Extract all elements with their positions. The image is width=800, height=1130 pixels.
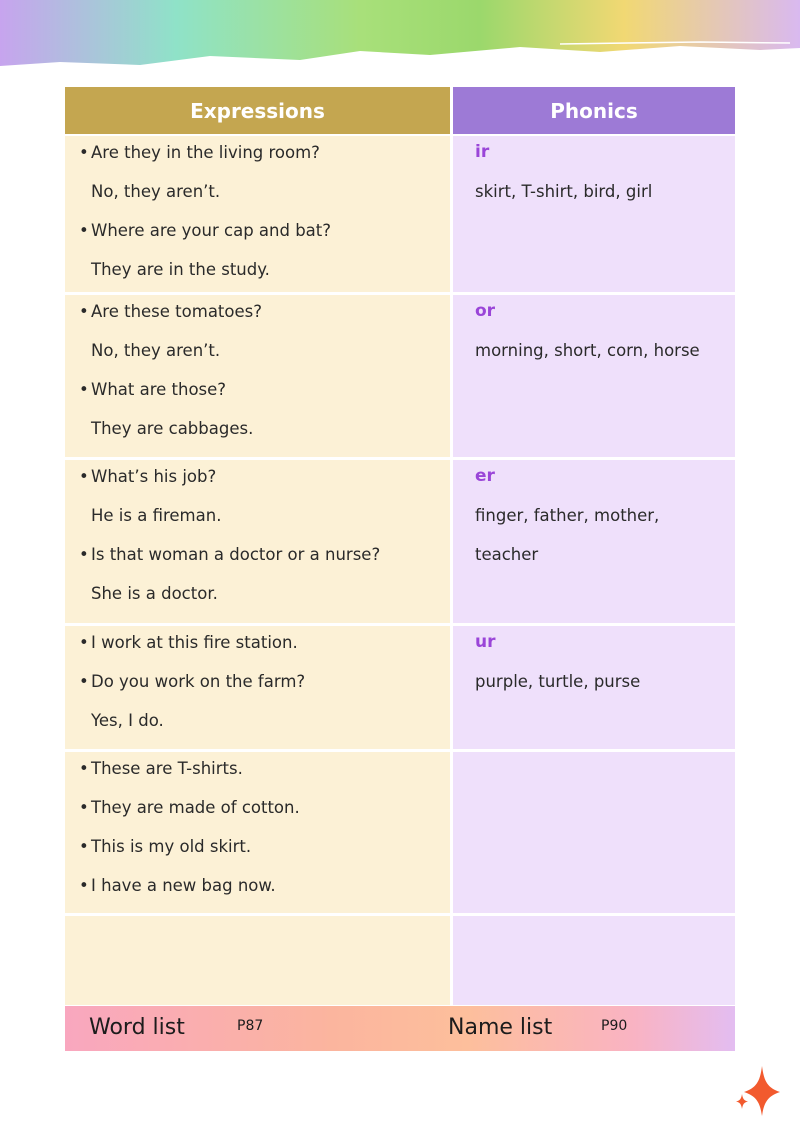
expression-text: What’s his job? [91, 467, 217, 486]
table-row [65, 916, 735, 1005]
expression-text: This is my old skirt. [91, 837, 252, 856]
expression-line [79, 221, 331, 241]
expression-line [79, 759, 243, 779]
expression-text: She is a doctor. [91, 584, 218, 603]
expression-line [91, 182, 220, 202]
sparkle-star-icon [736, 1066, 780, 1116]
phonics-sound: er [475, 466, 495, 486]
expression-text: I have a new bag now. [91, 876, 276, 895]
word-list-page: P87 [237, 1018, 264, 1034]
name-list-page: P90 [601, 1018, 628, 1034]
expression-text: He is a fireman. [91, 506, 222, 525]
bullet-icon: • [79, 876, 89, 895]
expression-line [79, 467, 216, 487]
expression-text: They are cabbages. [91, 419, 254, 438]
phonics-words: teacher [475, 545, 539, 564]
phonics-cell [453, 295, 735, 457]
table-row [65, 295, 735, 457]
phonics-words: finger, father, mother, [475, 506, 660, 525]
expression-text: What are those? [91, 380, 227, 399]
table-row [65, 460, 735, 623]
expressions-cell [65, 626, 450, 749]
phonics-words: skirt, T-shirt, bird, girl [475, 182, 653, 201]
expression-line [79, 302, 262, 322]
expression-text: I work at this fire station. [91, 633, 298, 652]
bullet-icon: • [79, 633, 89, 652]
bullet-icon: • [79, 545, 89, 564]
expression-text: Is that woman a doctor or a nurse? [91, 545, 381, 564]
phonics-cell [453, 136, 735, 292]
expressions-cell [65, 295, 450, 457]
name-list-link[interactable]: Name list [448, 1015, 553, 1040]
bullet-icon: • [79, 221, 89, 240]
expression-text: No, they aren’t. [91, 182, 221, 201]
bullet-icon: • [79, 467, 89, 486]
expression-text: No, they aren’t. [91, 341, 221, 360]
bullet-icon: • [79, 672, 89, 691]
expressions-cell [65, 136, 450, 292]
expression-text: Where are your cap and bat? [91, 221, 332, 240]
expression-text: These are T-shirts. [91, 759, 243, 778]
table-row [65, 752, 735, 913]
phonics-words: morning, short, corn, horse [475, 341, 700, 360]
expression-text: Are these tomatoes? [91, 302, 262, 321]
bullet-icon: • [79, 798, 89, 817]
expression-line [79, 380, 226, 400]
header-expressions: Expressions [65, 87, 450, 134]
expression-line [91, 419, 253, 439]
phonics-cell [453, 460, 735, 623]
expression-line [79, 837, 251, 857]
table-row [65, 136, 735, 292]
bullet-icon: • [79, 380, 89, 399]
expression-line [91, 341, 220, 361]
table-row [65, 626, 735, 749]
footer-bar [65, 1006, 735, 1051]
phonics-cell [453, 752, 735, 913]
bullet-icon: • [79, 143, 89, 162]
phonics-sound: or [475, 301, 496, 321]
word-list-link[interactable]: Word list [89, 1015, 185, 1040]
phonics-cell [453, 916, 735, 1005]
expression-line [79, 143, 320, 163]
phonics-sound: ir [475, 142, 490, 162]
expression-text: They are in the study. [91, 260, 270, 279]
expressions-cell [65, 916, 450, 1005]
expression-line [79, 876, 276, 896]
bullet-icon: • [79, 759, 89, 778]
expressions-cell [65, 752, 450, 913]
banner-brush-edge [0, 38, 800, 88]
expression-line [91, 584, 218, 604]
expression-line [91, 711, 164, 731]
expression-text: Are they in the living room? [91, 143, 320, 162]
phonics-cell [453, 626, 735, 749]
expression-line [79, 633, 298, 653]
header-phonics: Phonics [453, 87, 735, 134]
expression-line [91, 506, 221, 526]
phonics-sound: ur [475, 632, 496, 652]
expressions-cell [65, 460, 450, 623]
phonics-words: purple, turtle, purse [475, 672, 641, 691]
expression-line [79, 545, 380, 565]
expression-line [79, 672, 305, 692]
bullet-icon: • [79, 837, 89, 856]
expression-text: Yes, I do. [91, 711, 164, 730]
bullet-icon: • [79, 302, 89, 321]
expression-text: Do you work on the farm? [91, 672, 306, 691]
expression-line [79, 798, 300, 818]
expression-line [91, 260, 270, 280]
expression-text: They are made of cotton. [91, 798, 300, 817]
